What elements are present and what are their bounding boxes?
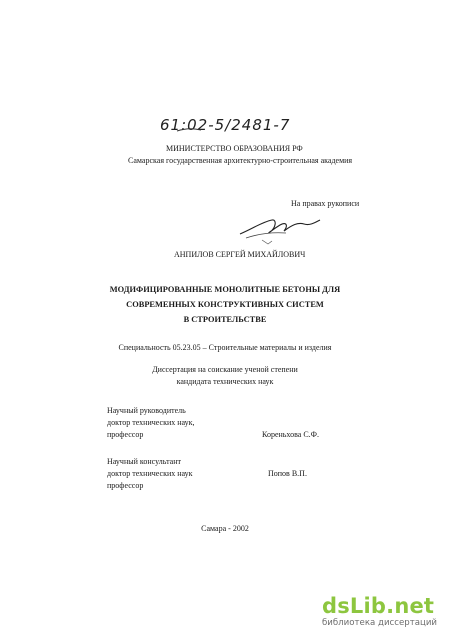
author-name: АНПИЛОВ СЕРГЕЙ МИХАЙЛОВИЧ: [174, 250, 306, 259]
watermark-tagline: библиотека диссертаций: [322, 618, 438, 628]
consultant-title: профессор: [107, 481, 144, 490]
dissertation-line-1: Диссертация на соискание ученой степени: [152, 365, 298, 374]
archive-number: 61:02-5/2481-7: [160, 116, 291, 134]
author-signature: [232, 210, 324, 246]
academy-line: Самарская государственная архитектурно-строительная академия: [128, 156, 353, 165]
ministry-line: МИНИСТЕРСТВО ОБРАЗОВАНИЯ РФ: [166, 144, 303, 153]
thesis-title-line-2: СОВРЕМЕННЫХ КОНСТРУКТИВНЫХ СИСТЕМ: [126, 300, 324, 309]
watermark-logo: dsLib.net: [322, 594, 435, 618]
consultant-role: Научный консультант: [107, 457, 181, 466]
supervisor-title: профессор: [107, 430, 144, 439]
place-year: Самара - 2002: [201, 524, 249, 533]
dissertation-line-2: кандидата технических наук: [176, 377, 274, 386]
supervisor-degree: доктор технических наук,: [107, 418, 195, 427]
thesis-title-line-3: В СТРОИТЕЛЬСТВЕ: [183, 315, 267, 324]
supervisor-role: Научный руководитель: [107, 406, 186, 415]
consultant-degree: доктор технических наук: [107, 469, 193, 478]
archive-underline: [176, 126, 202, 134]
supervisor-name: Кореньхова С.Ф.: [262, 430, 319, 439]
thesis-title-line-1: МОДИФИЦИРОВАННЫЕ МОНОЛИТНЫЕ БЕТОНЫ ДЛЯ: [109, 285, 341, 294]
consultant-name: Попов В.П.: [268, 469, 307, 478]
dslib-watermark[interactable]: [322, 594, 442, 628]
rights-note: На правах рукописи: [291, 199, 360, 208]
specialty-line: Специальность 05.23.05 – Строительные материалы и изделия: [118, 343, 332, 352]
